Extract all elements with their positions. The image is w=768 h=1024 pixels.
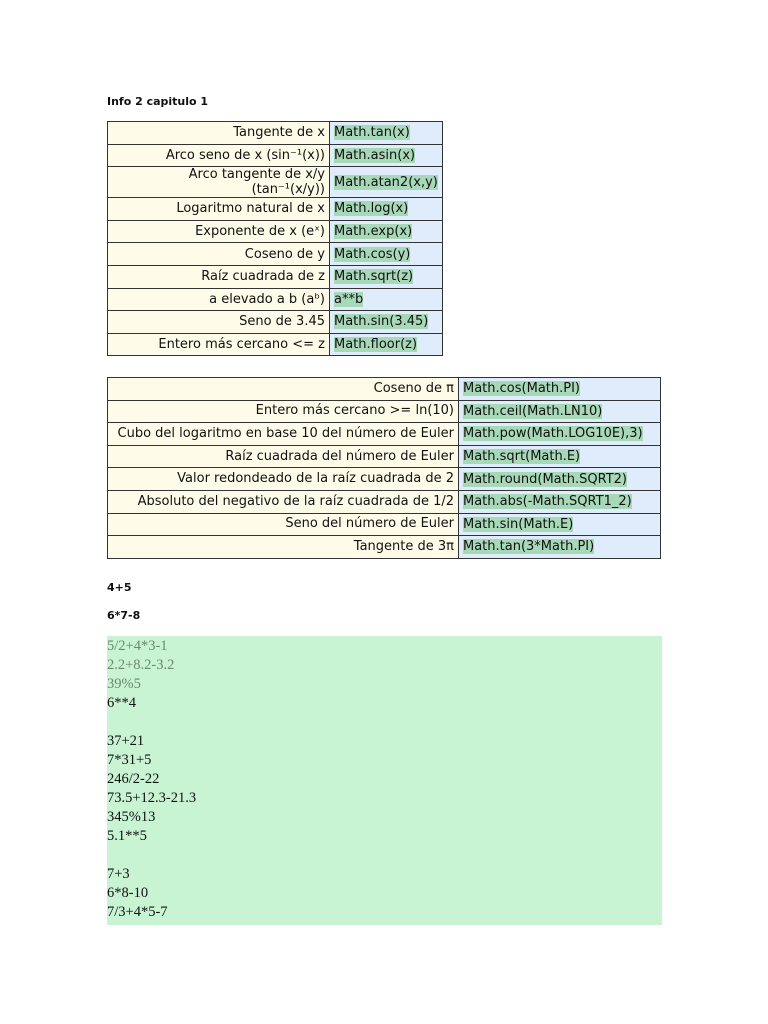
code-text: Math.exp(x) (334, 224, 413, 240)
code-text: Math.sin(3.45) (334, 314, 429, 330)
code-text: Math.cos(Math.PI) (463, 381, 580, 397)
description-cell: a elevado a b (aᵇ) (108, 288, 330, 311)
code-cell (459, 445, 661, 468)
code-cell (330, 220, 443, 243)
code-cell (459, 400, 661, 423)
code-cell (330, 122, 443, 145)
table-row (108, 468, 661, 491)
expression-line: 37+21 (107, 733, 145, 749)
description-cell: Absoluto del negativo de la raíz cuadrada de 1/2 (108, 490, 459, 513)
code-cell (459, 423, 661, 446)
expression-line: 39%5 (107, 676, 141, 692)
table-row (108, 220, 443, 243)
code-cell (459, 468, 661, 491)
description-cell: Raíz cuadrada del número de Euler (108, 445, 459, 468)
table-row (108, 536, 661, 559)
math-functions-table (107, 121, 443, 356)
expression-line: 246/2-22 (107, 771, 160, 787)
description-cell: Arco tangente de x/y (tan⁻¹(x/y)) (108, 167, 330, 198)
code-text: Math.tan(3*Math.PI) (463, 539, 595, 555)
code-text: Math.sqrt(Math.E) (463, 449, 581, 465)
expression-line: 5/2+4*3-1 (107, 638, 168, 654)
code-text: Math.round(Math.SQRT2) (463, 471, 627, 487)
code-cell (330, 167, 443, 198)
code-text: Math.ceil(Math.LN10) (463, 403, 603, 419)
description-cell: Exponente de x (eˣ) (108, 220, 330, 243)
description-cell: Seno del número de Euler (108, 513, 459, 536)
table-row (108, 400, 661, 423)
code-text: Math.abs(-Math.SQRT1_2) (463, 494, 632, 510)
document-title: Info 2 capitulo 1 (107, 95, 209, 108)
description-cell: Tangente de 3π (108, 536, 459, 559)
expression-line: 5.1**5 (107, 828, 147, 844)
description-cell: Cubo del logaritmo en base 10 del número de Euler (108, 423, 459, 446)
code-text: Math.pow(Math.LOG10E),3) (463, 426, 643, 442)
description-cell: Coseno de π (108, 378, 459, 401)
expression-label-a: 4+5 (107, 581, 132, 594)
code-text: Math.cos(y) (334, 246, 411, 262)
table-row (108, 198, 443, 221)
expression-line (107, 713, 662, 732)
expression-line: 7*31+5 (107, 752, 152, 768)
code-cell (330, 198, 443, 221)
table-row (108, 243, 443, 266)
description-cell: Tangente de x (108, 122, 330, 145)
expressions-list (107, 637, 662, 922)
expression-label-b: 6*7-8 (107, 609, 141, 622)
code-text: Math.sin(Math.E) (463, 516, 574, 532)
code-text: Math.sqrt(z) (334, 269, 414, 285)
table-row (108, 144, 443, 167)
table-row (108, 445, 661, 468)
table-row (108, 265, 443, 288)
code-text: Math.floor(z) (334, 337, 418, 353)
description-cell: Entero más cercano >= ln(10) (108, 400, 459, 423)
description-cell: Arco seno de x (sin⁻¹(x)) (108, 144, 330, 167)
table-row (108, 167, 443, 198)
table-row (108, 423, 661, 446)
code-text: Math.asin(x) (334, 147, 416, 163)
code-text: Math.atan2(x,y) (334, 174, 438, 190)
code-cell (330, 243, 443, 266)
expression-line: 2.2+8.2-3.2 (107, 657, 175, 673)
table-row (108, 490, 661, 513)
code-text: Math.log(x) (334, 201, 409, 217)
description-cell: Coseno de y (108, 243, 330, 266)
math-constants-table (107, 377, 661, 559)
expression-line: 345%13 (107, 809, 156, 825)
description-cell: Valor redondeado de la raíz cuadrada de 2 (108, 468, 459, 491)
code-cell (459, 536, 661, 559)
code-cell (330, 288, 443, 311)
code-cell (459, 378, 661, 401)
expression-line: 7+3 (107, 866, 130, 882)
description-cell: Logaritmo natural de x (108, 198, 330, 221)
table-row (108, 513, 661, 536)
code-cell (459, 513, 661, 536)
table-row (108, 378, 661, 401)
code-cell (330, 311, 443, 334)
table-row (108, 333, 443, 356)
table-row (108, 311, 443, 334)
description-cell: Seno de 3.45 (108, 311, 330, 334)
code-cell (330, 265, 443, 288)
expression-line: 6*8-10 (107, 885, 149, 901)
expression-line: 6**4 (107, 695, 136, 711)
code-cell (330, 144, 443, 167)
code-text: Math.tan(x) (334, 125, 410, 141)
description-cell: Entero más cercano <= z (108, 333, 330, 356)
table-row (108, 122, 443, 145)
table-row (108, 288, 443, 311)
code-cell (330, 333, 443, 356)
description-cell: Raíz cuadrada de z (108, 265, 330, 288)
code-cell (459, 490, 661, 513)
code-text: a**b (334, 291, 364, 307)
expression-line (107, 846, 662, 865)
expression-line: 73.5+12.3-21.3 (107, 790, 197, 806)
expression-line: 7/3+4*5-7 (107, 904, 168, 920)
